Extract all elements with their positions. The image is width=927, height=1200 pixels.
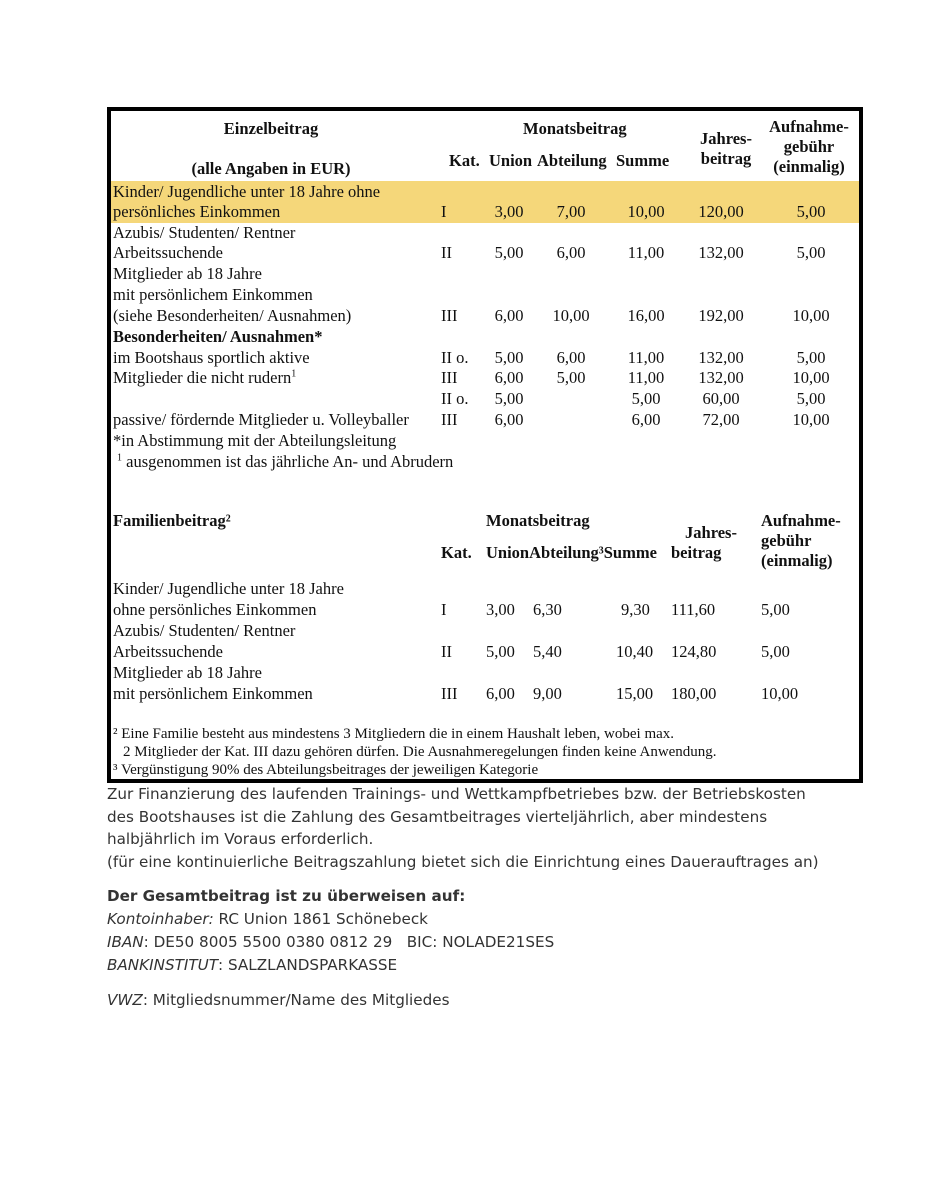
special-row-3-aufnahme: 10,00	[792, 410, 830, 429]
single-aufnahme-header-2: gebühr	[783, 137, 835, 156]
family-title: Familienbeitrag²	[113, 511, 231, 530]
family-union-header-text: Union	[486, 543, 530, 562]
single-row-0-aufnahme: 5,00	[796, 202, 826, 221]
special-row-0-kat: II o.	[441, 348, 469, 367]
payment-info-paragraph	[107, 783, 847, 873]
family-row-2-label-1: Mitglieder ab 18 Jahre	[113, 663, 262, 682]
single-row-1-union: 5,00	[494, 243, 524, 262]
family-note-3: ³ Vergünstigung 90% des Abteilungsbeitrages der jeweiligen Kategorie	[113, 762, 539, 778]
family-jahres-header-2: beitrag	[671, 543, 722, 562]
single-abteilung-header: Abteilung	[537, 151, 607, 170]
special-row-1-aufnahme: 10,00	[792, 368, 830, 387]
single-row-1-label-2: Arbeitssuchende	[113, 243, 223, 262]
note-1-marker: 1	[117, 452, 122, 464]
vwz-label: VWZ	[107, 991, 143, 1009]
note-1: ausgenommen ist das jährliche An- und Abrudern	[122, 452, 454, 471]
special-row-2-kat: II o.	[441, 389, 469, 408]
family-aufnahme-header-3: (einmalig)	[761, 551, 833, 570]
family-row-0-kat: I	[441, 600, 447, 619]
single-row-0-abteilung: 7,00	[556, 202, 586, 221]
family-row-2-union: 6,00	[486, 684, 515, 703]
family-row-0-aufnahme: 5,00	[761, 600, 790, 619]
family-row-1-kat: II	[441, 642, 452, 661]
family-note-2b: 2 Mitglieder der Kat. III dazu gehören dürfen. Die Ausnahmeregelungen finden keine Anwendung.	[123, 744, 717, 760]
single-row-0-label-1: Kinder/ Jugendliche unter 18 Jahre ohne	[113, 182, 381, 201]
vwz-value: : Mitgliedsnummer/Name des Mitgliedes	[142, 991, 450, 1009]
holder-value: RC Union 1861 Schönebeck	[213, 910, 428, 928]
single-row-2-abteilung: 10,00	[552, 306, 590, 325]
special-row-2-jahres: 60,00	[702, 389, 740, 408]
prose-line-2: des Bootshauses ist die Zahlung des Gesamtbeitrages vierteljährlich, aber mindestens	[107, 807, 768, 826]
single-row-1-label-1: Azubis/ Studenten/ Rentner	[113, 223, 296, 242]
special-row-0-summe: 11,00	[627, 348, 665, 367]
single-row-1-jahres: 132,00	[698, 243, 744, 262]
single-row-0-union: 3,00	[494, 202, 524, 221]
special-row-1-jahres: 132,00	[698, 368, 744, 387]
bank-heading: Der Gesamtbeitrag ist zu überweisen auf:	[107, 887, 466, 905]
family-row-0-abteilung: 6,30	[533, 600, 562, 619]
single-kat-header: Kat.	[449, 151, 480, 170]
family-row-2-summe: 15,00	[616, 684, 654, 703]
note-star: *in Abstimmung mit der Abteilungsleitung	[113, 431, 397, 450]
special-row-3-union: 6,00	[494, 410, 524, 429]
prose-line-1: Zur Finanzierung des laufenden Trainings- und Wettkampfbetriebes bzw. der Betriebskosten	[107, 785, 806, 803]
single-row-1-abteilung: 6,00	[556, 243, 586, 262]
family-row-0-summe: 9,30	[621, 600, 650, 619]
special-row-0-abteilung: 6,00	[556, 348, 586, 367]
family-jahres-header-1: Jahres-	[685, 523, 737, 542]
family-row-1-aufnahme: 5,00	[761, 642, 790, 661]
special-row-1-kat: III	[441, 368, 458, 387]
special-row-3-summe: 6,00	[631, 410, 661, 429]
special-row-0-aufnahme: 5,00	[796, 348, 826, 367]
family-row-2-aufnahme: 10,00	[761, 684, 799, 703]
note-1-wrap	[117, 452, 453, 472]
special-row-0-label: im Bootshaus sportlich aktive	[113, 348, 310, 367]
special-row-0-jahres: 132,00	[698, 348, 744, 367]
single-row-2-label-3: (siehe Besonderheiten/ Ausnahmen)	[113, 306, 352, 325]
single-row-1-kat: II	[441, 243, 452, 262]
single-row-2-summe: 16,00	[627, 306, 665, 325]
special-row-3-jahres: 72,00	[702, 410, 740, 429]
family-abteilung-header: Abteilung³	[529, 543, 604, 562]
special-row-1-label: Mitglieder die nicht rudern	[113, 368, 292, 387]
special-row-1-summe: 11,00	[627, 368, 665, 387]
family-row-2-abteilung: 9,00	[533, 684, 562, 703]
family-aufnahme-header-2: gebühr	[761, 531, 812, 550]
family-row-1-label-2: Arbeitssuchende	[113, 642, 223, 661]
special-row-2-aufnahme: 5,00	[796, 389, 826, 408]
single-jahres-header-2: beitrag	[700, 149, 752, 168]
prose-line-3: halbjährlich im Voraus erforderlich.	[107, 830, 374, 848]
single-row-2-label-2: mit persönlichem Einkommen	[113, 285, 313, 304]
single-row-2-jahres: 192,00	[698, 306, 744, 325]
single-row-0-kat: I	[441, 202, 447, 221]
bank-details	[107, 885, 554, 1012]
single-row-2-union: 6,00	[494, 306, 524, 325]
single-summe-header: Summe	[616, 151, 670, 170]
family-row-2-kat: III	[441, 684, 458, 703]
single-row-0-summe: 10,00	[627, 202, 665, 221]
single-row-0-jahres: 120,00	[698, 202, 744, 221]
single-row-1-aufnahme: 5,00	[796, 243, 826, 262]
single-row-2-kat: III	[441, 306, 458, 325]
iban-value: : DE50 8005 5500 0380 0812 29 BIC: NOLADE21SES	[143, 933, 555, 951]
special-row-3-kat: III	[441, 410, 458, 429]
institute-label: BANKINSTITUT	[107, 956, 219, 974]
special-row-2-union: 5,00	[494, 389, 524, 408]
family-row-2-jahres: 180,00	[671, 684, 717, 703]
special-heading: Besonderheiten/ Ausnahmen*	[113, 327, 323, 346]
family-row-1-abteilung: 5,40	[533, 642, 562, 661]
special-row-3-label: passive/ fördernde Mitglieder u. Volleyballer	[113, 410, 409, 429]
iban-label: IBAN	[107, 933, 144, 951]
family-row-1-summe: 10,40	[616, 642, 654, 661]
family-row-1-union: 5,00	[486, 642, 515, 661]
fee-table-box	[107, 107, 863, 783]
single-aufnahme-header-3: (einmalig)	[773, 157, 845, 176]
holder-label: Kontoinhaber:	[107, 910, 214, 928]
single-union-header: Union	[489, 151, 533, 170]
family-note-2a: ² Eine Familie besteht aus mindestens 3 Mitgliedern die in einem Haushalt leben, wobei max.	[113, 726, 675, 742]
family-row-0-jahres: 111,60	[671, 600, 716, 619]
family-kat-header: Kat.	[441, 543, 472, 562]
single-row-1-summe: 11,00	[627, 243, 665, 262]
single-subtitle: (alle Angaben in EUR)	[191, 159, 351, 178]
single-row-2-label-1: Mitglieder ab 18 Jahre	[113, 264, 262, 283]
family-row-0-union: 3,00	[486, 600, 515, 619]
family-summe-header: Summe	[603, 543, 657, 562]
institute-value: : SALZLANDSPARKASSE	[218, 956, 398, 974]
family-row-1-jahres: 124,80	[671, 642, 717, 661]
special-row-1-label-wrap	[113, 368, 296, 388]
single-row-0-label-2: persönliches Einkommen	[113, 202, 281, 221]
single-jahres-header-1: Jahres-	[700, 129, 752, 148]
single-title: Einzelbeitrag	[223, 119, 319, 138]
family-monthly-header: Monatsbeitrag	[486, 511, 590, 530]
footnote-1-marker: 1	[291, 368, 297, 380]
prose-line-4: (für eine kontinuierliche Beitragszahlung bietet sich die Einrichtung eines Dauerauftrages an)	[107, 852, 819, 871]
special-row-2-summe: 5,00	[631, 389, 661, 408]
single-aufnahme-header-1: Aufnahme-	[769, 117, 849, 136]
family-aufnahme-header-1: Aufnahme-	[761, 511, 841, 530]
single-monthly-header: Monatsbeitrag	[523, 119, 627, 138]
family-row-2-label-2: mit persönlichem Einkommen	[113, 684, 313, 703]
family-union-header	[486, 543, 657, 563]
family-row-1-label-1: Azubis/ Studenten/ Rentner	[113, 621, 296, 640]
special-row-1-abteilung: 5,00	[556, 368, 586, 387]
family-row-0-label-1: Kinder/ Jugendliche unter 18 Jahre	[113, 579, 344, 598]
family-row-0-label-2: ohne persönliches Einkommen	[113, 600, 317, 619]
special-row-0-union: 5,00	[494, 348, 524, 367]
single-row-2-aufnahme: 10,00	[792, 306, 830, 325]
special-row-1-union: 6,00	[494, 368, 524, 387]
